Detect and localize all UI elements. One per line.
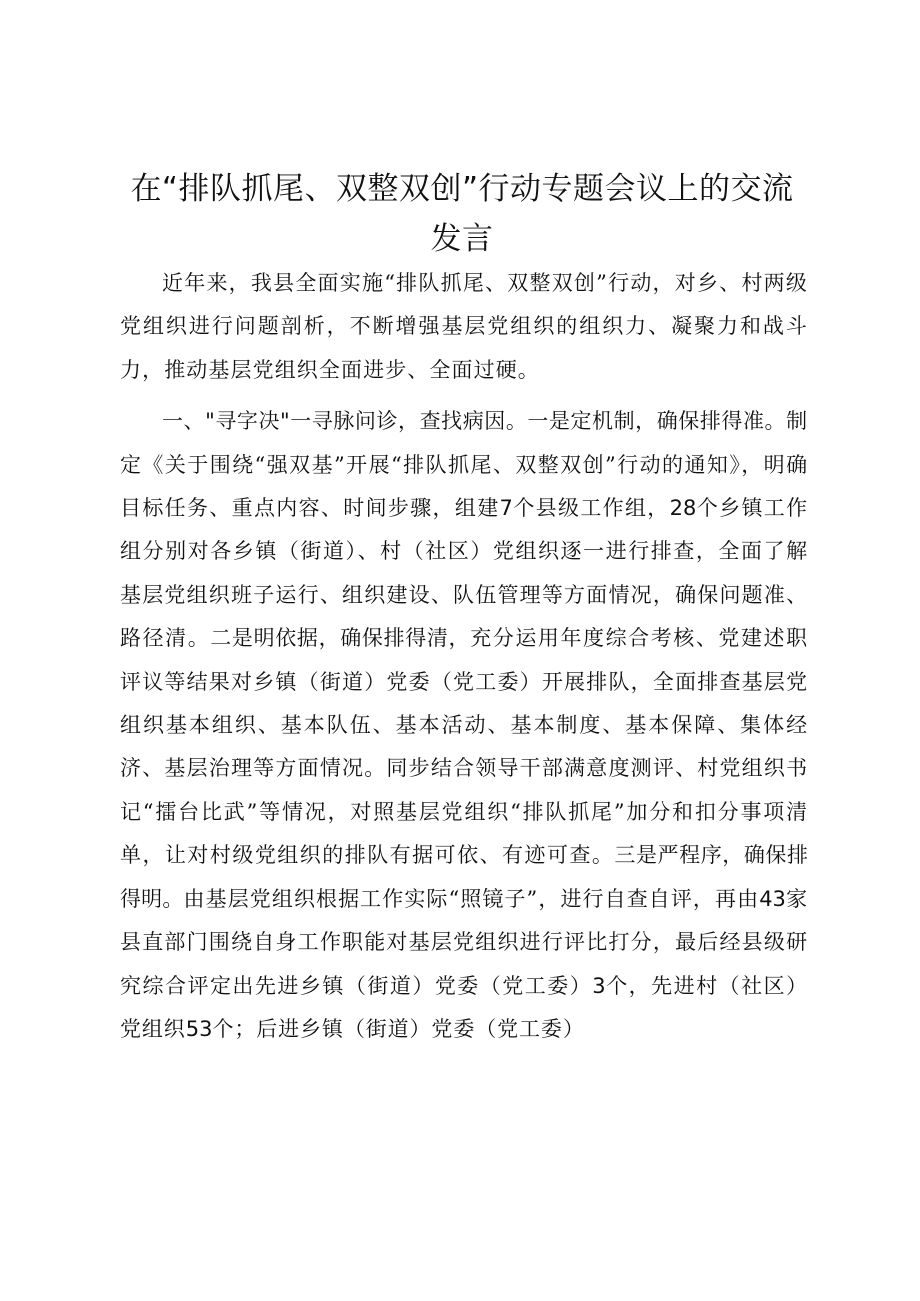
paragraph-text: 近年来，我县全面实施“排队抓尾、双整双创”行动，对乡、村两级党组织进行问题剖析，不断增强基层党组织的组织力、凝聚力和战斗力，推动基层党组织全面进步、全面过硬。 [120,271,808,382]
number-text: 7 [499,496,513,521]
subsection-heading: 三是严程序，确保排得明。 [120,843,808,911]
paragraph-text: 个，先进村（社区）党组织 [120,973,808,1041]
number-text: 43 [759,886,786,911]
paragraph-intro [120,262,808,392]
document-body [120,262,808,1059]
paragraph-text: 个乡镇工作组分别对各乡镇（街道）、村（社区）党组织逐一进行排查，全面了解基层党组织班子运行、组织建设、队伍管理等方面情况，确保问题准、路径清。 [120,496,809,651]
paragraph-text: 制定《关于围绕“强双基”开展“排队抓尾、双整双创”行动的通知》，明确目标任务、重点内容、时间步骤，组建 [120,409,808,521]
paragraph-section-one [120,400,808,1051]
paragraph-text: 充分运用年度综合考核、党建述职评议等结果对乡镇（街道）党委（党工委）开展排队，全面排查基层党组织基本组织、基本队伍、基本活动、基本制度、基本保障、集体经济、基层治理等方面情况。同步结合领导干部满意度测评、村党组织书记“擂台比武”等情况，对照基层党组织“排队抓尾”加分和扣分事项清单，让对村级党组织的排队有据可依、有迹可查。 [120,626,809,868]
number-text: 28 [669,496,697,521]
number-text: 53 [185,1016,213,1041]
document-title: 在“排队抓尾、双整双创”行动专题会议上的交流发言 [130,171,794,257]
section-heading: 一、"寻字决"一寻脉问诊，查找病因。一是定机制，确保排得准。 [162,409,787,434]
paragraph-text: 由基层党组织根据工作实际“照镜子”，进行自查自评，再由 [183,886,760,911]
paragraph-text: 个县级工作组， [512,496,670,521]
number-text: 3 [592,973,606,998]
paragraph-text: 家县直部门围绕自身工作职能对基层党组织进行评比打分，最后经县级研究综合评定出先进乡镇（街道）党委（党工委） [120,886,809,998]
paragraph-text: 个；后进乡镇（街道）党委（党工委） [212,1016,585,1041]
subsection-heading: 二是明依据，确保排得清， [210,626,471,651]
